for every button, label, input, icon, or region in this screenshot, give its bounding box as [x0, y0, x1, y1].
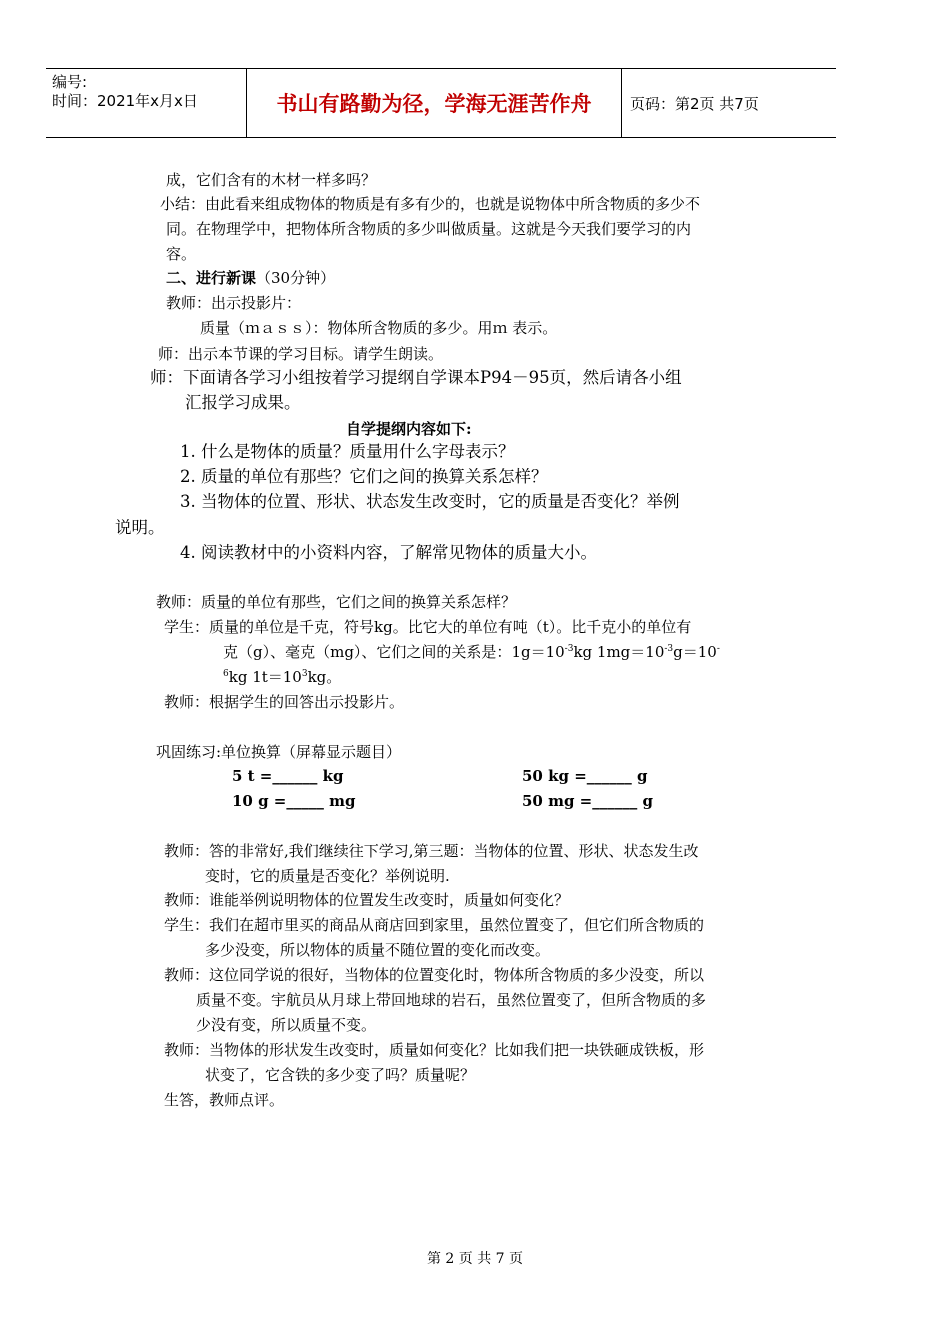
- footer-page-number: 第 2 页 共 7 页: [426, 1251, 524, 1267]
- outline-title: 自学提纲内容如下:: [346, 420, 472, 438]
- header-motto: 书山有路勤为径，学海无涯苦作舟: [276, 92, 592, 116]
- text-line: 教师：出示投影片：: [166, 294, 302, 312]
- text-line: 质量不变。宇航员从月球上带回地球的岩石，虽然位置变了，但所含物质的多: [196, 991, 707, 1009]
- section-heading: [166, 268, 335, 288]
- formula-line: 克（g）、毫克（mg）、它们之间的关系是：$1g=10^{-3}kg$ $1mg=10^{-3}g=10^-$: [223, 643, 720, 661]
- header-divider-2: [621, 69, 622, 137]
- text-line: 小结：由此看来组成物体的物质是有多有少的，也就是说物体中所含物质的多少不: [160, 195, 701, 213]
- header-divider-1: [246, 69, 247, 137]
- exercise-item: 10 g =_____ mg: [232, 792, 356, 810]
- text-line: 教师：答的非常好,我们继续往下学习,第三题：当物体的位置、形状、状态发生改: [164, 842, 699, 860]
- outline-item: 2. 质量的单位有那些？它们之间的换算关系怎样？: [180, 467, 548, 486]
- text-line: 教师：当物体的形状发生改变时，质量如何变化？比如我们把一块铁砸成铁板，形: [164, 1041, 705, 1059]
- formula-line: $^6$kg $1t=10^3kg$。: [223, 668, 342, 686]
- date-label: 时间：2021年x月x日: [52, 92, 198, 110]
- outline-item: 1. 什么是物体的质量？质量用什么字母表示？: [180, 442, 515, 461]
- text-line: 学生：质量的单位是千克，符号kg。比它大的单位有吨（t）。比千克小的单位有: [164, 618, 692, 636]
- text-line: 变时，它的质量是否变化？举例说明.: [205, 867, 450, 885]
- outline-item: 4. 阅读教材中的小资料内容，了解常见物体的质量大小。: [180, 543, 597, 562]
- header-table: [46, 68, 836, 138]
- text-line: 多少没变，所以物体的质量不随位置的变化而改变。: [205, 941, 551, 959]
- outline-item: 3. 当物体的位置、形状、状态发生改变时，它的质量是否变化？举例: [180, 492, 680, 511]
- section-heading-bold: 二、进行新课: [166, 269, 257, 287]
- header-page-label: 页码：第2页 共7页: [630, 95, 759, 113]
- text-line: 质量（ｍａｓｓ）：物体所含物质的多少。用ｍ 表示。: [200, 319, 558, 337]
- text-line: 生答，教师点评。: [164, 1091, 285, 1109]
- outline-item-cont: 说明。: [115, 518, 165, 537]
- text-line: 巩固练习:单位换算（屏幕显示题目）: [156, 743, 402, 761]
- text-line: 学生：我们在超市里买的商品从商店回到家里，虽然位置变了，但它们所含物质的: [164, 916, 705, 934]
- text-line: 少没有变，所以质量不变。: [196, 1016, 377, 1034]
- text-line: 教师：谁能举例说明物体的位置发生改变时，质量如何变化？: [164, 891, 570, 909]
- number-label: 编号:: [52, 73, 88, 91]
- text-line: 成，它们含有的木材一样多吗？: [166, 171, 377, 189]
- text-line: 同。在物理学中，把物体所含物质的多少叫做质量。这就是今天我们要学习的内: [166, 220, 692, 238]
- text-line: 状变了，它含铁的多少变了吗？质量呢？: [205, 1066, 476, 1084]
- header-info-cell: [46, 69, 246, 137]
- text-line: 师：出示本节课的学习目标。请学生朗读。: [158, 345, 444, 363]
- text-line: 容。: [166, 245, 197, 263]
- section-heading-time: （30分钟）: [256, 269, 336, 287]
- text-line: 师：下面请各学习小组按着学习提纲自学课本P94－95页，然后请各小组: [150, 368, 682, 387]
- exercise-item: 5 t =______ kg: [232, 767, 344, 785]
- text-line: 教师：质量的单位有那些，它们之间的换算关系怎样？: [156, 593, 517, 611]
- exercise-item: 50 kg =______ g: [522, 767, 648, 785]
- text-line: 汇报学习成果。: [185, 393, 301, 412]
- text-line: 教师：根据学生的回答出示投影片。: [164, 693, 405, 711]
- exercise-item: 50 mg =______ g: [522, 792, 653, 810]
- text-line: 教师：这位同学说的很好，当物体的位置变化时，物体所含物质的多少没变，所以: [164, 966, 705, 984]
